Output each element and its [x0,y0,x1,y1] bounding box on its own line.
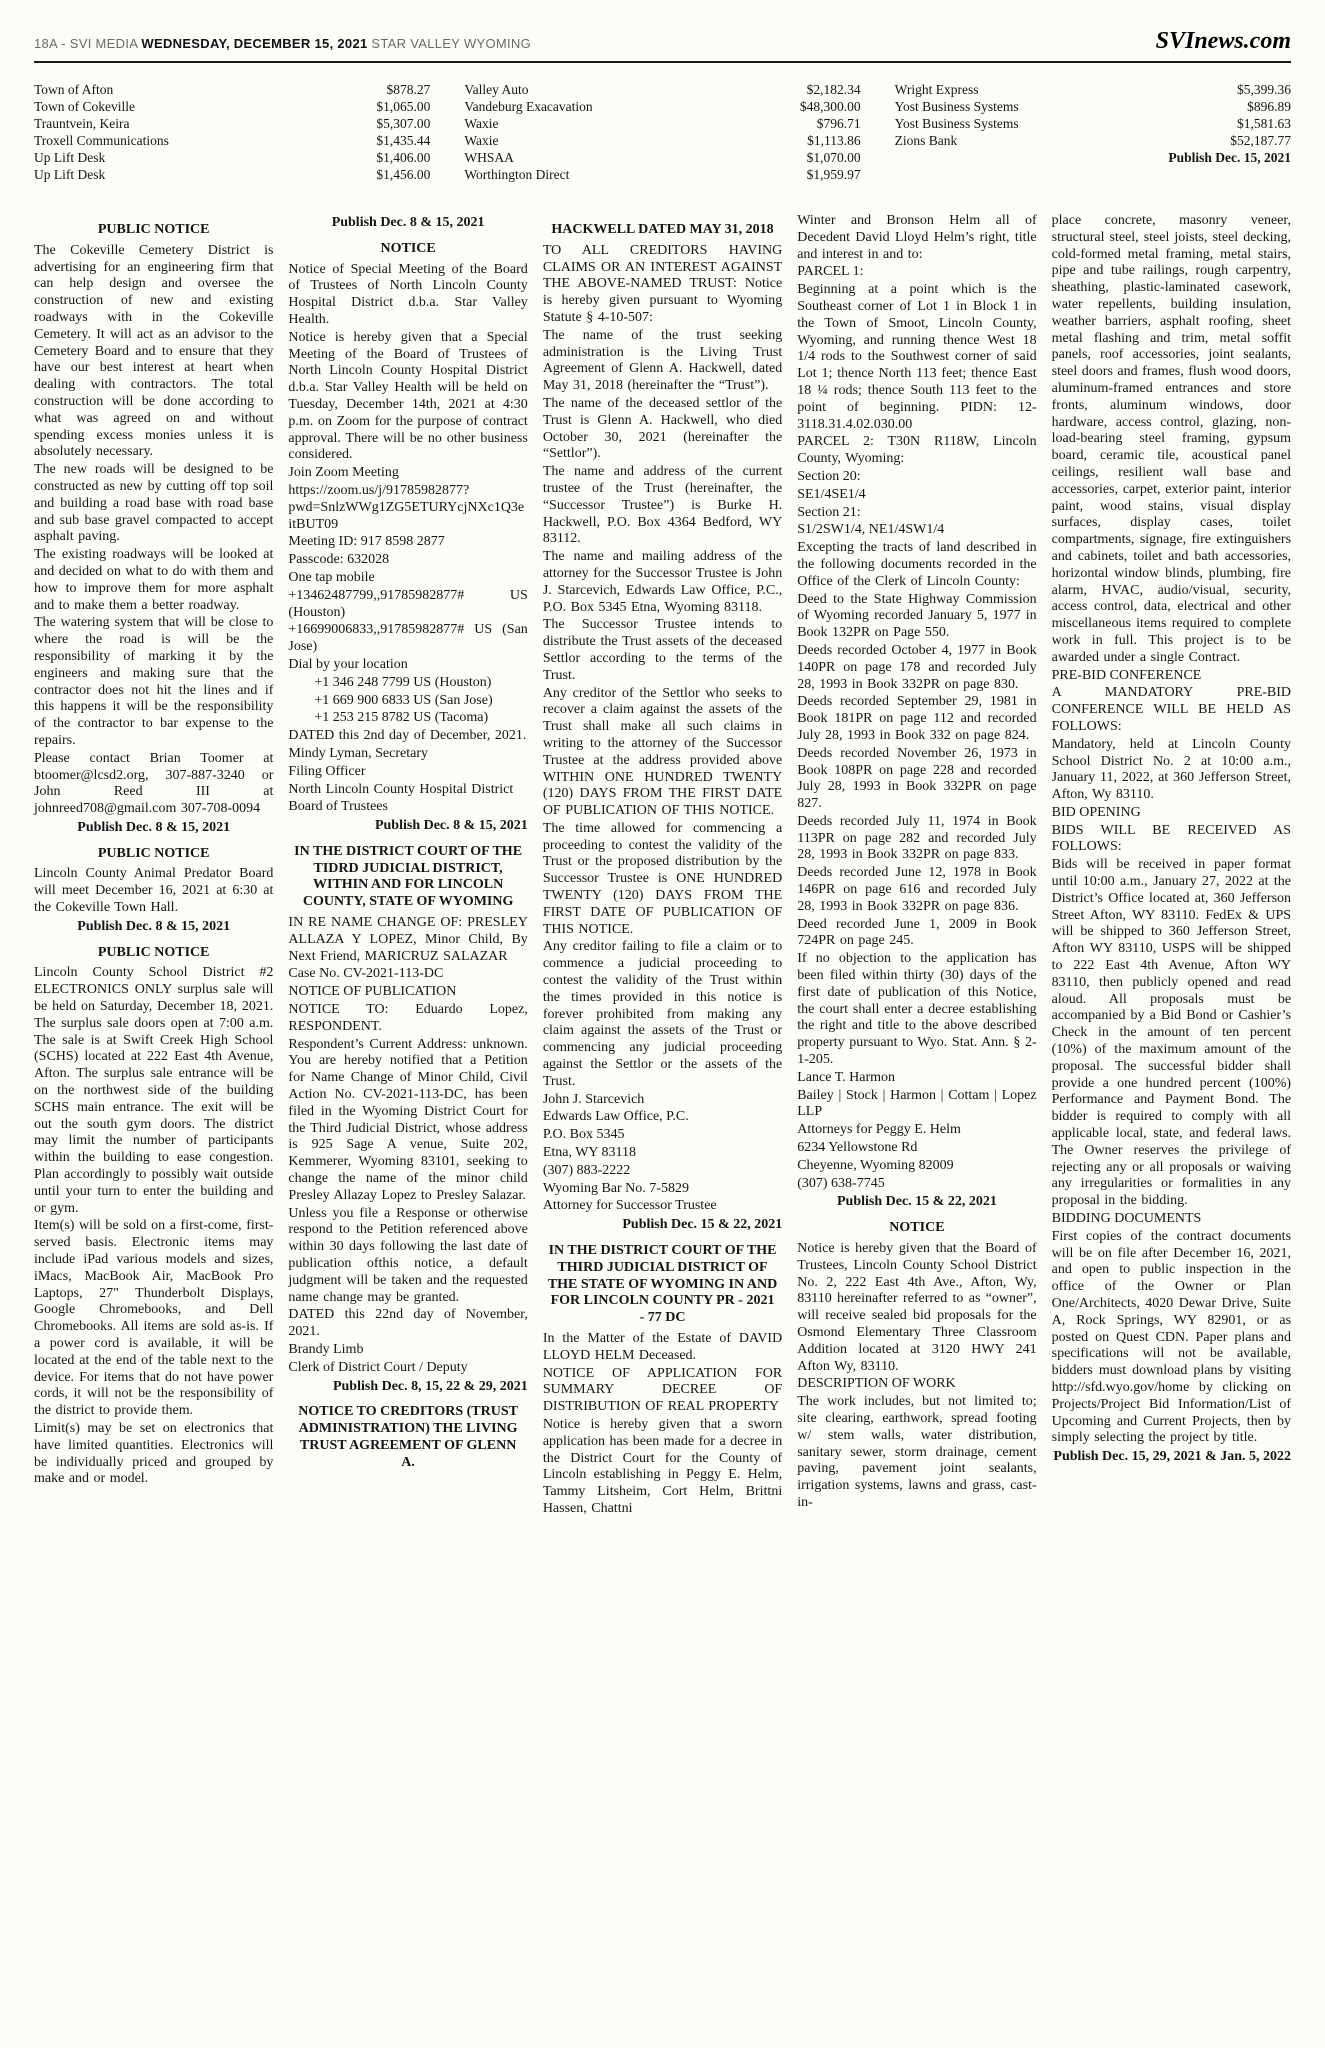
notice-line: Dial by your location [288,656,408,672]
ledger-amount: $896.89 [1247,99,1291,114]
notice-line: BIDDING DOCUMENTS [1051,1211,1202,1227]
notice-line: Board of Trustees [288,799,388,815]
notice-paragraph: Excepting the tracts of land described in the following documents recorded in the Office of the Clerk of Lincoln County: [797,540,1037,589]
notice-paragraph: place concrete, masonry veneer, structural steel, steel joists, steel decking, cold-formed metal framing, metal stairs, pipe and tube railings, rough carpentry, sheathing, plastic-laminated casework, water repellents, building insulation, weather barriers, asphalt roofing, sheet metal flashing and trim, metal soffit panels, roof accessories, joint sealants, steel doors and frames, flush wood doors, aluminum-framed entrances and store fronts, aluminum windows, door hardware, access control, glazing, non-load-bearing steel framing, gypsum board, ceramic tile, acoustical panel ceilings, resilient wall base and accessories, carpet, exterior paint, interior paint, wood stains, visual display surfaces, display cases, toilet compartments, signage, fire extinguishers and cabinets, toilet and bath accessories, horizontal window blinds, plumbing, fire alarm, HVAC, audio/visual, security, access control, data, electrical and other miscellaneous items required to complete work in full. This project is to be awarded under a single Contract. [1051,213,1292,665]
notice-paragraph: The name and mailing address of the attorney for the Successor Trustee is John J. Starcevich, Edwards Law Office, P.C., P.O. Box 5345 Etna, Wyoming 83118. [542,549,783,615]
ledger-amount: $5,399.36 [1236,82,1291,97]
notice-paragraph: Please contact Brian Toomer at btoomer@lcsd2.org, 307-887-3240 or John Reed III at johnreed708@gmail.com 307-708-0094 [34,750,274,817]
notice-paragraph: The existing roadways will be looked at and decided on what to do with them and how to improve them for more asphalt and to make them a better roadway. [34,547,274,613]
notice-paragraph: Respondent’s Current Address: unknown. You are hereby notified that a Petition for Name Change of Minor Child, Civil Action No. CV-2021-113-DC, has been filed in the Wyoming District Court for the Third Judicial District, whose address is 925 Sage A venue, Suite 202, Kemmerer, Wyoming 83101, seeking to change the name of the minor child Presley Allazay Lopez to Presley Salazar. [288,1036,528,1203]
notice-paragraph: Notice is hereby given that a Special Meeting of the Board of Trustees of North Lincoln County Hospital District d.b.a. Star Valley Health will be held on Tuesday, December 14th, 2021 at 4:30 p.m. on Zoom for the purpose of contract approval. There will be no other business considered. [288,329,528,463]
notice-line: P.O. Box 5345 [542,1127,625,1143]
notice-paragraph: Item(s) will be sold on a first-come, first-served basis. Electronic items may include iPad various models and sizes, iMacs, MacBook Air, MacBook Pro Laptops, 27" Thunderbolt Displays, Google Chromebooks, and Dell Chromebooks. All items are sold as-is. If a power cord is available, it will be located at the end of the table next to the device. For items that do not have power cords, it will not be the responsibility of the district to provide them. [34,1218,274,1419]
ledger-amount: $1,435.44 [376,133,431,148]
ledger-group-1 [34,81,430,183]
notice-line: Brandy Limb [288,1342,364,1357]
ledger-table [34,81,1291,183]
publish-line: Publish Dec. 15, 29, 2021 & Jan. 5, 2022 [1053,1449,1292,1465]
notice-paragraph: Bailey | Stock | Harmon | Cottam | Lopez LLP [797,1087,1037,1120]
notice-line: Lance T. Harmon [797,1069,896,1085]
notice-paragraph: Deeds recorded July 11, 1974 in Book 113PR on page 282 and recorded July 28, 1993 in Book 332PR on page 833. [797,813,1037,863]
notice-line: Passcode: 632028 [288,552,390,568]
ledger-amount: $1,406.00 [376,150,431,165]
notice-heading: PUBLIC NOTICE [97,222,210,237]
notice-column-1 [34,213,273,1519]
ledger-vendor: Valley Auto [464,82,529,97]
ledger-vendor: Yost Business Systems [894,99,1019,114]
notice-line: 6234 Yellowstone Rd [797,1140,918,1156]
notice-columns [34,213,1291,1519]
notice-line: Wyoming Bar No. 7-5829 [542,1180,689,1196]
ledger-vendor: Up Lift Desk [34,167,106,182]
page-header [34,28,1291,55]
notice-paragraph: The Successor Trustee intends to distribute the Trust assets of the deceased Settlor according to the terms of the Trust. [542,617,783,683]
notice-paragraph: Notice is hereby given that a sworn application has been made for a decree in the District Court for the County of Lincoln establishing in Peggy E. Helm, Tammy Litsheim, Cort Helm, Brittni Hassen, Chattni [542,1416,783,1516]
masthead-url: SVInews.com [1155,28,1291,54]
notice-line: Cheyenne, Wyoming 82009 [797,1157,954,1173]
ledger-row [34,132,430,149]
notice-column-3 [543,213,782,1519]
notice-paragraph: The work includes, but not limited to; site clearing, earthwork, spread footing w/ stem walls, water distribution, sanitary sewer, storm drainage, cement paving, pavement joint sealants, irrigation systems, lawns and grass, cast-in- [797,1394,1037,1510]
ledger-row [464,132,860,149]
ledger-amount: $1,113.86 [807,133,861,148]
notice-line: Filing Officer [288,763,366,779]
notice-heading: NOTICE TO CREDITORS (TRUST ADMINISTRATION) THE LIVING TRUST AGREEMENT OF GLENN A. [298,1404,518,1470]
ledger-row [464,98,860,115]
notice-line: DESCRIPTION OF WORK [797,1376,956,1392]
ledger-group-3 [895,81,1291,183]
notice-paragraph: DATED this 2nd day of December, 2021. [288,728,527,744]
ledger-vendor: Waxie [464,133,499,148]
ledger-row [464,115,860,132]
notice-paragraph: Unless you file a Response or otherwise respond to the Petition referenced above within 30 days following the last date of publication ofthis notice, a default judgment will be taken and the requested name change may be granted. [288,1205,528,1305]
notice-paragraph: DATED this 22nd day of November, 2021. [288,1307,528,1340]
notice-paragraph: Notice is hereby given that the Board of Trustees, Lincoln County School District No. 2, 222 East 4th Ave., Afton, Wy, 83110 hereinafter referred to as “owner”, will receive sealed bid proposals for the Osmond Elementary Three Classroom Addition located at 3120 HWY 241 Afton Wy, 83110. [797,1241,1037,1374]
ledger-row [34,115,430,132]
ledger-row [34,81,430,98]
notice-line: S1/2SW1/4, NE1/4SW1/4 [797,522,945,538]
notice-heading: IN THE DISTRICT COURT OF THE TIDRD JUDICIAL DISTRICT, WITHIN AND FOR LINCOLN COUNTY, STATE OF WYOMING [294,843,523,910]
notice-paragraph: Deed recorded June 1, 2009 in Book 724PR on page 245. [797,916,1037,949]
notice-column-5 [1052,213,1291,1519]
notice-paragraph: First copies of the contract documents will be on file after December 16, 2021, and open to public inspection in the office of the Owner or Plan One/Architects, 4020 Dewar Drive, Suite A, Rock Springs, WY 82901, or as posted on Quest CDN. Paper plans and specifications will not be available, bidders must download plans by visiting http://sfd.wyo.gov/home by clicking on Projects/Project Bid Information/List of Upcoming and Current Projects, then by simply selecting the project by title. [1051,1228,1292,1446]
notice-line: Join Zoom Meeting [288,465,399,481]
notice-paragraph: NOTICE OF APPLICATION FOR SUMMARY DECREE OF DISTRIBUTION OF REAL PROPERTY [542,1365,783,1415]
notice-paragraph: Deeds recorded September 29, 1981 in Book 181PR on page 112 and recorded July 28, 1993 in Book 332 on page 824. [797,694,1037,743]
notice-line: Case No. CV-2021-113-DC [288,966,444,982]
notice-line: One tap mobile [288,569,375,585]
ledger-row [464,81,860,98]
folio-date: WEDNESDAY, DECEMBER 15, 2021 [141,36,368,51]
ledger-row [895,98,1291,115]
ledger-amount: $1,581.63 [1236,116,1291,131]
notice-heading: PUBLIC NOTICE [97,944,210,960]
ledger-vendor: Waxie [464,116,499,131]
ledger-amount: $1,959.97 [806,167,861,182]
notice-paragraph: The name of the deceased settlor of the Trust is Glenn A. Hackwell, who died October 30, 2021 (hereinafter the “Settlor”). [542,395,783,462]
ledger-amount: $52,187.77 [1230,133,1291,148]
notice-paragraph: Notice of Special Meeting of the Board of Trustees of North Lincoln County Hospital District d.b.a. Star Valley Health. [288,261,528,327]
publish-line: Publish Dec. 8, 15, 22 & 29, 2021 [332,1378,528,1394]
ledger-amount: $2,182.34 [806,82,861,97]
notice-paragraph: +13462487799,,91785982877# US (Houston) [288,587,528,620]
ledger-amount: $1,065.00 [376,99,431,114]
notice-heading: PUBLIC NOTICE [97,845,210,861]
notice-paragraph: TO ALL CREDITORS HAVING CLAIMS OR AN INTEREST AGAINST THE ABOVE-NAMED TRUST: Notice is hereby given pursuant to Wyoming Statute § 4-10-507: [542,242,783,325]
ledger-vendor: Wright Express [894,82,979,97]
publish-line: Publish Dec. 15 & 22, 2021 [837,1194,997,1210]
notice-paragraph: The new roads will be designed to be constructed as new by cutting off top soil and building a road base with road base and sub base gravel compacted to accept asphalt paving. [34,462,274,545]
ledger-vendor: WHSAA [464,150,514,165]
notice-line: Mindy Lyman, Secretary [288,745,428,761]
notice-line: (307) 883-2222 [542,1162,631,1178]
ledger-amount: $5,307.00 [376,116,431,131]
notice-heading: NOTICE [889,1220,945,1236]
notice-paragraph: Winter and Bronson Helm all of Decedent David Lloyd Helm’s right, title and interest in and to: [797,213,1037,262]
notice-paragraph: The time allowed for commencing a proceeding to contest the validity of the Trust or the proposed distribution by the Successor Trustee is ONE HUNDRED TWENTY (120) DAYS FROM THE FIRST DATE OF PUBLICATION OF THIS NOTICE. [542,820,783,937]
notice-paragraph: Lincoln County Animal Predator Board will meet December 16, 2021 at 6:30 at the Cokeville Town Hall. [34,866,274,916]
notice-heading: NOTICE [380,240,436,256]
ledger-amount: $1,456.00 [376,167,431,182]
notice-line: Section 21: [797,504,861,520]
ledger-vendor: Vandeburg Exacavation [464,99,593,114]
ledger-row [895,81,1291,98]
notice-paragraph: Deeds recorded October 4, 1977 in Book 140PR on page 178 and recorded July 28, 1993 in Book 332PR on page 830. [797,642,1037,692]
notice-paragraph: Deed to the State Highway Commission of Wyoming recorded January 5, 1977 in Book 132PR on Page 550. [797,591,1037,641]
notice-paragraph: Any creditor failing to file a claim or to commence a judicial proceeding to contest the validity of the Trust within the times provided in this notice is forever prohibited from making any claim against the assets of the Trust or commencing any judicial proceeding against the Settlor or the assets of the Trust. [542,939,783,1089]
page-folio [34,36,531,51]
notice-line: BID OPENING [1051,804,1141,820]
notice-paragraph: IN RE NAME CHANGE OF: PRESLEY ALLAZA Y LOPEZ, Minor Child, By Next Friend, MARICRUZ SALAZAR [288,915,528,964]
notice-indented-line: +1 253 215 8782 US (Tacoma) [314,710,489,726]
notice-paragraph: +16699006833,,91785982877# US (San Jose) [288,622,528,655]
ledger-publish-row [895,149,1291,166]
notice-line: Clerk of District Court / Deputy [288,1359,468,1375]
ledger-vendor: Up Lift Desk [34,150,106,165]
notice-paragraph: NOTICE TO: Eduardo Lopez, RESPONDENT. [288,1002,528,1034]
ledger-amount: $48,300.00 [799,99,861,114]
notice-line: PARCEL 1: [797,264,864,280]
folio-region: STAR VALLEY WYOMING [367,36,531,51]
ledger-vendor: Zions Bank [894,133,958,148]
notice-indented-line: +1 669 900 6833 US (San Jose) [314,692,493,708]
notice-paragraph: Limit(s) may be set on electronics that have limited quantities. Electronics will be individually priced and grouped by make and or model. [34,1420,274,1487]
notice-line: SE1/4SE1/4 [797,486,866,502]
notice-line: Attorney for Successor Trustee [542,1198,717,1214]
notice-paragraph: The watering system that will be close to where the road is will be the responsibility of marking it by the engineers and making sure that the contractor does not hit the lines and if this happens it will be the responsibility of the contractor to bar expense to the repairs. [34,615,274,748]
publish-line: Publish Dec. 8 & 15, 2021 [77,918,231,934]
notice-paragraph: If no objection to the application has been filed within thirty (30) days of the first date of publication of this Notice, the court shall enter a decree establishing the right and title to the above described property pursuant to Wyo. Stat. Ann. § 2-1-205. [797,951,1037,1068]
notice-paragraph: PARCEL 2: T30N R118W, Lincoln County, Wyoming: [797,434,1037,467]
notice-paragraph: Deeds recorded November 26, 1973 in Book 108PR on page 228 and recorded July 28, 1993 in Book 332PR on page 827. [797,745,1037,812]
notice-line: Meeting ID: 917 8598 2877 [288,534,445,550]
ledger-row [464,166,860,183]
publish-line: Publish Dec. 8 & 15, 2021 [331,215,485,230]
ledger-vendor: Town of Afton [34,82,114,97]
notice-paragraph: Lincoln County School District #2 ELECTRONICS ONLY surplus sale will be held on Saturday, December 18, 2021. The surplus sale doors open at 7:00 a.m. The sale is at Swift Creek High School (SCHS) located at 222 East 4th Avenue, Afton. The surplus sale entrance will be on the northwest side of the building SCHS main entrance. The exit will be out the south gym doors. The district may limit the number of participants within the building to ease congestion. Plan accordingly to possibly wait outside until your turn to enter the building and or gym. [34,965,274,1216]
ledger-group-2 [464,81,860,183]
notice-line: PRE-BID CONFERENCE [1051,667,1202,683]
ledger-amount: $796.71 [816,116,861,131]
ledger-row [34,166,430,183]
publish-line: Publish Dec. 8 & 15, 2021 [77,819,231,835]
notice-line: NOTICE OF PUBLICATION [288,984,457,1000]
notice-line: Etna, WY 83118 [542,1145,636,1161]
ledger-vendor: Troxell Communications [34,133,169,148]
notice-line: Attorneys for Peggy E. Helm [797,1122,961,1138]
ledger-vendor: Worthington Direct [464,167,570,182]
notice-paragraph: The name and address of the current trustee of the Trust (hereinafter, the “Successor Trustee”) is Burke H. Hackwell, P.O. Box 4364 Bedford, WY 83112. [542,464,783,547]
ledger-amount: $878.27 [386,82,431,97]
ledger-row [464,149,860,166]
ledger-vendor: Trauntvein, Keira [34,116,130,131]
ledger-amount: $1,070.00 [806,150,861,165]
ledger-vendor: Yost Business Systems [894,116,1019,131]
notice-paragraph: North Lincoln County Hospital District [288,781,514,797]
notice-column-4 [797,213,1036,1519]
notice-heading: HACKWELL DATED MAY 31, 2018 [551,222,774,237]
notice-paragraph: Beginning at a point which is the Southeast corner of Lot 1 in Block 1 in the Town of Smoot, Lincoln County, Wyoming, and running thence West 18 1/4 rods to the Southwest corner of said Lot 1; thence North 113 feet; thence East 18 ¼ rods; thence South 113 feet to the point of beginning. PIDN: 12-3118.31.4.02.030.00 [797,282,1037,432]
notice-line: John J. Starcevich [542,1091,645,1107]
notice-column-2 [288,213,527,1519]
ledger-row [34,149,430,166]
ledger-row [34,98,430,115]
notice-paragraph: BIDS WILL BE RECEIVED AS FOLLOWS: [1051,822,1292,855]
notice-paragraph: The Cokeville Cemetery District is advertising for an engineering firm that can help design and oversee the construction of new and existing roadways with in the Cokeville Cemetery. It will act as an advisor to the Cemetery Board and to ensure that they have our best interest at heart when dealing with contractors. The total construction will be done according to what was agreed on and without spending excess monies unless it is absolutely necessary. [34,242,274,460]
notice-indented-line: +1 346 248 7799 US (Houston) [314,674,492,690]
ledger-vendor: Town of Cokeville [34,99,136,114]
publish-line: Publish Dec. 15 & 22, 2021 [622,1217,783,1233]
header-rule [34,61,1291,63]
notice-line: Edwards Law Office, P.C. [542,1109,689,1125]
notice-line: Section 20: [797,468,861,484]
notice-paragraph: Any creditor of the Settlor who seeks to recover a claim against the assets of the Trust shall make all such claims in writing to the attorney of the Successor Trustee at the address provided above WITHIN ONE HUNDRED TWENTY (120) DAYS FROM THE FIRST DATE OF PUBLICATION OF THIS NOTICE. [542,685,783,819]
notice-paragraph: A MANDATORY PRE-BID CONFERENCE WILL BE HELD AS FOLLOWS: [1051,685,1292,734]
folio-section: 18A - SVI MEDIA [34,36,142,51]
notice-paragraph: Mandatory, held at Lincoln County School District No. 2 at 10:00 a.m., January 11, 2022, at 360 Jefferson Street, Afton, Wy 83110. [1051,736,1292,803]
ledger-row [895,132,1291,149]
ledger-row [895,115,1291,132]
notice-paragraph: Deeds recorded June 12, 1978 in Book 146PR on page 616 and recorded July 28, 1993 in Book 332PR on page 836. [797,865,1037,914]
notice-paragraph: The name of the trust seeking administration is the Living Trust Agreement of Glenn A. Hackwell, dated May 31, 2018 (hereinafter the “Trust”). [542,327,783,394]
notice-paragraph: In the Matter of the Estate of DAVID LLOYD HELM Deceased. [542,1331,783,1363]
publish-line: Publish Dec. 8 & 15, 2021 [374,818,528,834]
publish-line: Publish Dec. 15, 2021 [1168,150,1291,165]
notice-paragraph: Bids will be received in paper format until 10:00 a.m., January 27, 2022 at the District’s Office located at, 360 Jefferson Street Afton, WY 83110. FedEx & UPS will be shipped to 360 Jefferson Street, Afton WY 83110, USPS will be shipped to 222 East 4th Avenue, Afton WY 83110, then publicly opened and read aloud. All proposals must be accompanied by a Bid Bond or Cashier’s Check in the amount of ten percent (10%) of the maximum amount of the proposal. The successful bidder shall provide a one hundred percent (100%) Performance and Payment Bond. The bidder is required to comply with all applicable local, state, and federal laws. The Owner reserves the privilege of rejecting any or all proposals or waiving any irregularities or formalities in any proposal in the bidding. [1051,857,1292,1209]
notice-line: (307) 638-7745 [797,1175,885,1191]
notice-heading: IN THE DISTRICT COURT OF THE THIRD JUDICIAL DISTRICT OF THE STATE OF WYOMING IN AND FOR LINCOLN COUNTY PR - 2021 - 77 DC [547,1243,778,1326]
notice-paragraph: https://zoom.us/j/91785982877?pwd=SnlzWWg1ZG5ETURYcjNXc1Q3eitBUT09 [288,482,525,532]
